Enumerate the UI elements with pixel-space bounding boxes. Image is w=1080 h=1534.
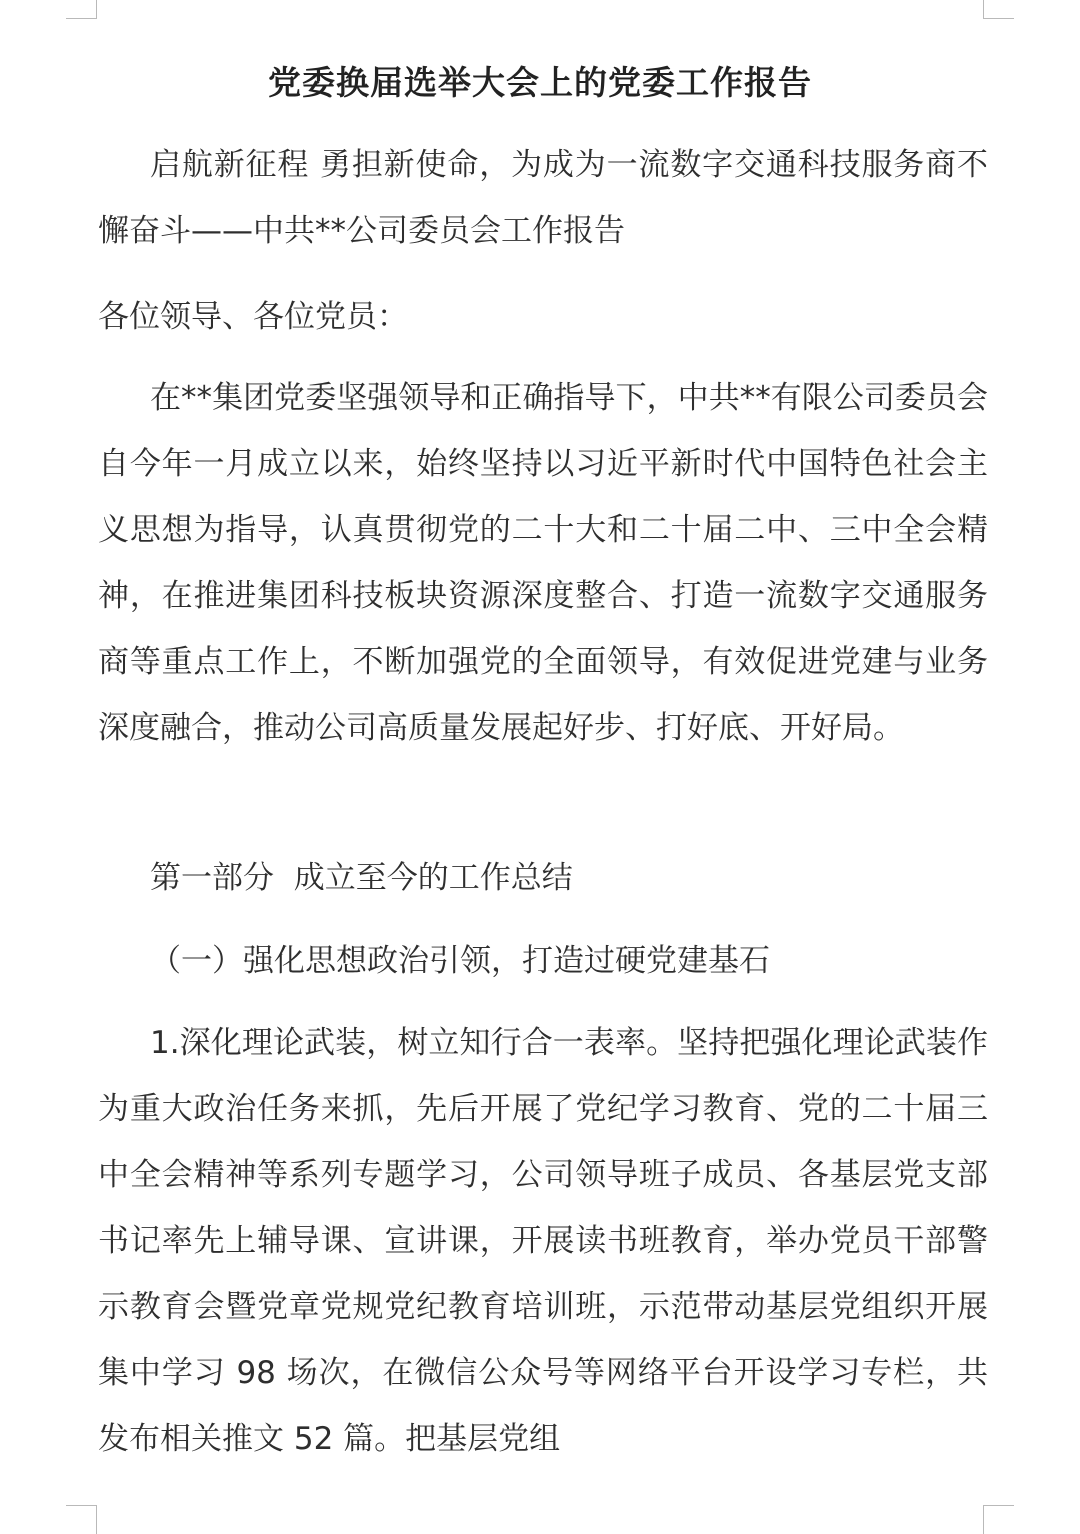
document-title: 党委换届选举大会上的党委工作报告 <box>268 63 812 102</box>
crop-mark-top-right <box>983 0 1014 19</box>
section-heading: （一）强化思想政治引领，打造过硬党建基石 <box>150 943 770 979</box>
report-subtitle: 启航新征程 勇担新使命，为成为一流数字交通科技服务商不懈奋斗——中共**公司委员会工作报告 <box>98 147 988 249</box>
part-heading: 第一部分 成立至今的工作总结 <box>150 860 573 896</box>
body-paragraph: 1.深化理论武装，树立知行合一表率。坚持把强化理论武装作为重大政治任务来抓，先后开展了党纪学习教育、党的二十届三中全会精神等系列专题学习，公司领导班子成员、各基层党支部书记率先上辅导课、宣讲课，开展读书班教育，举办党员干部警示教育会暨党章党规党纪教育培训班，示范带动基层党组织开展集中学习 98 场次，在微信公众号等网络平台开设学习专栏，共发布相关推文 52 篇。把基层党组 <box>98 1025 988 1457</box>
intro-paragraph: 在**集团党委坚强领导和正确指导下，中共**有限公司委员会自今年一月成立以来，始终坚持以习近平新时代中国特色社会主义思想为指导，认真贯彻党的二十大和二十届二中、三中全会精神，在推进集团科技板块资源深度整合、打造一流数字交通服务商等重点工作上，不断加强党的全面领导，有效促进党建与业务深度融合，推动公司高质量发展起好步、打好底、开好局。 <box>98 380 988 746</box>
crop-mark-top-left <box>66 0 97 19</box>
greeting-line: 各位领导、各位党员： <box>98 299 408 335</box>
crop-mark-bottom-left <box>66 1505 97 1534</box>
crop-mark-bottom-right <box>983 1505 1014 1534</box>
